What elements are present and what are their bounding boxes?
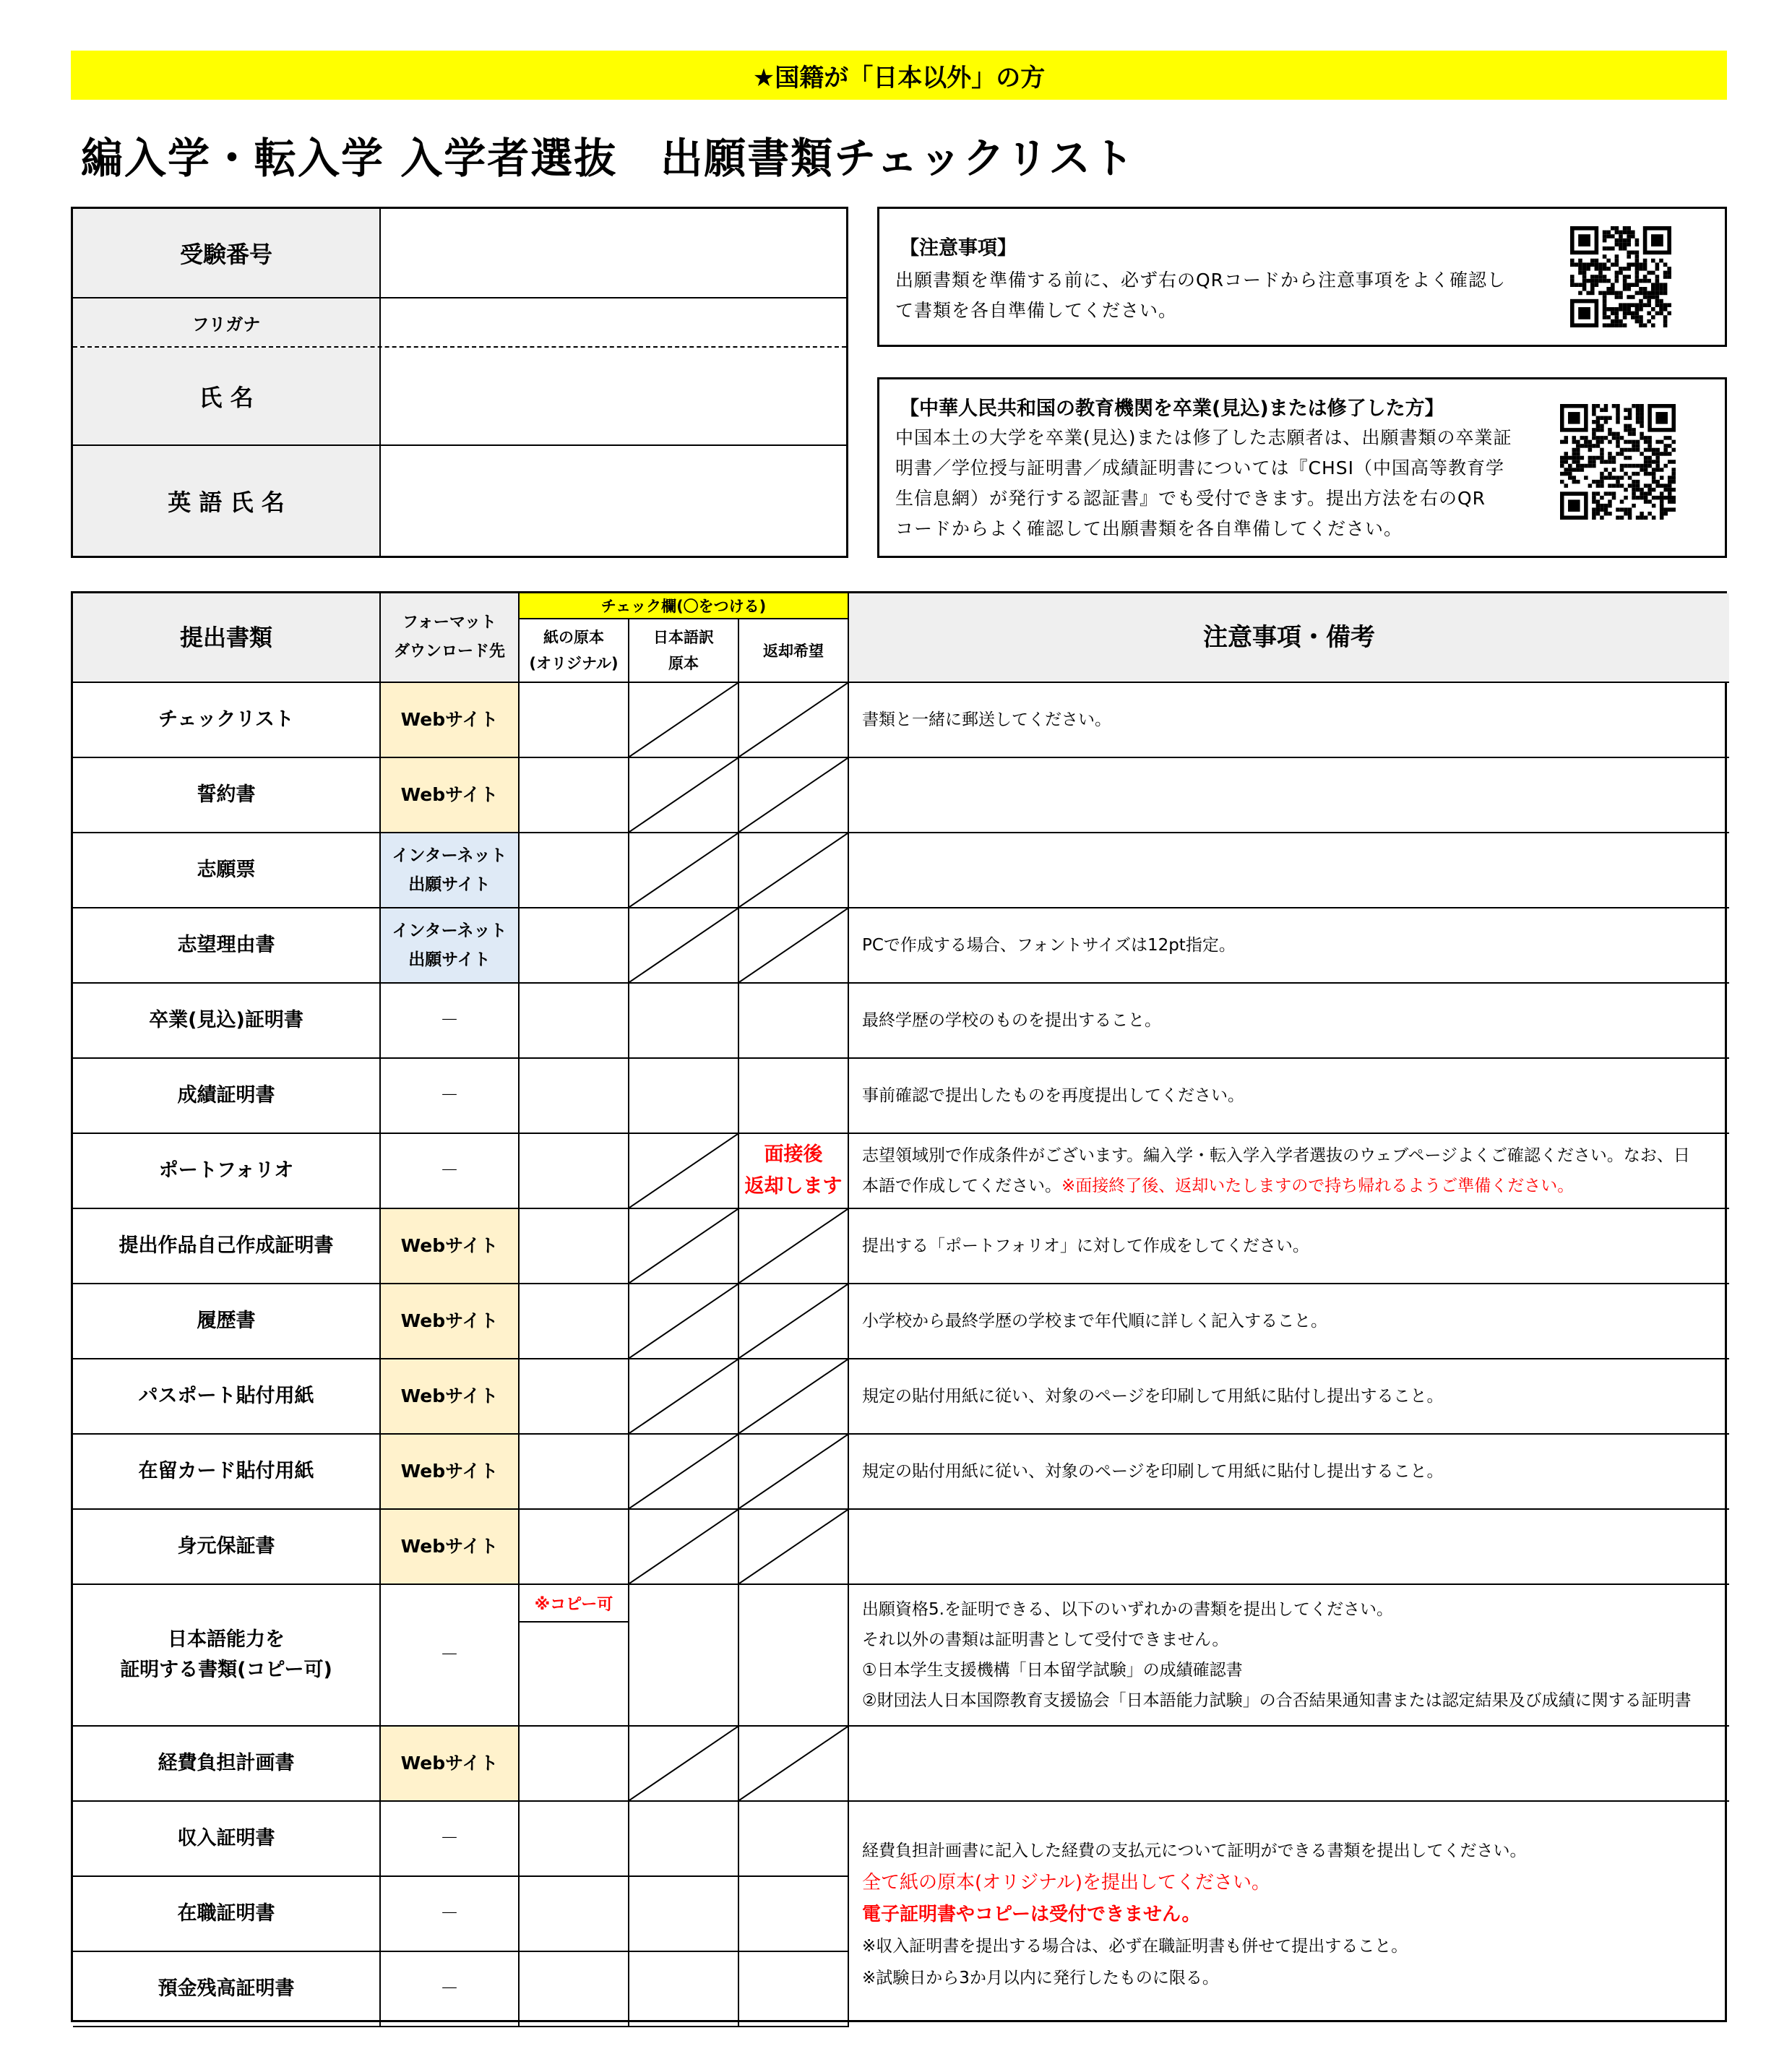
format-download[interactable]: インターネット 出願サイト bbox=[381, 833, 520, 908]
notice-title: 【注意事項】 bbox=[900, 237, 1017, 259]
check-jp-translation bbox=[629, 1435, 739, 1510]
format-download[interactable]: Webサイト bbox=[381, 1727, 520, 1802]
check-paper-original[interactable] bbox=[520, 833, 629, 908]
format-download: － bbox=[381, 1059, 520, 1134]
doc-name: 在留カード貼付用紙 bbox=[73, 1435, 381, 1510]
check-return[interactable] bbox=[739, 1585, 849, 1727]
doc-name: 提出作品自己作成証明書 bbox=[73, 1209, 381, 1284]
header-paper-original: 紙の原本 (オリジナル) bbox=[520, 619, 629, 683]
check-paper-original[interactable] bbox=[520, 1877, 629, 1952]
table-row bbox=[73, 1727, 1725, 1802]
finance-note-line: 経費負担計画書に記入した経費の支払元について証明ができる書類を提出してください。 bbox=[862, 1842, 1527, 1860]
check-paper-original[interactable] bbox=[520, 1134, 629, 1209]
table-row bbox=[73, 1059, 1725, 1134]
check-jp-translation bbox=[629, 908, 739, 984]
finance-note-warning: 全て紙の原本(オリジナル)を提出してください。 bbox=[862, 1872, 1270, 1894]
check-return[interactable] bbox=[739, 984, 849, 1059]
check-jp-translation[interactable] bbox=[629, 1877, 739, 1952]
furigana-field[interactable] bbox=[381, 298, 846, 346]
check-jp-translation[interactable] bbox=[629, 1802, 739, 1877]
check-jp-translation bbox=[629, 1510, 739, 1585]
check-return[interactable] bbox=[739, 1059, 849, 1134]
doc-name: 卒業(見込)証明書 bbox=[73, 984, 381, 1059]
format-download: － bbox=[381, 1952, 520, 2027]
doc-name: 収入証明書 bbox=[73, 1802, 381, 1877]
doc-name: 成績証明書 bbox=[73, 1059, 381, 1134]
check-jp-translation[interactable] bbox=[629, 1952, 739, 2027]
header-return: 返却希望 bbox=[739, 619, 849, 683]
check-paper-original[interactable] bbox=[520, 683, 629, 758]
doc-note: 規定の貼付用紙に従い、対象のページを印刷して用紙に貼付し提出すること。 bbox=[849, 1359, 1729, 1435]
check-return bbox=[739, 1209, 849, 1284]
header-check-title: チェック欄(〇をつける) bbox=[520, 593, 849, 619]
table-row bbox=[73, 758, 1725, 833]
header-format: フォーマット ダウンロード先 bbox=[381, 593, 520, 683]
audience-banner: ★国籍が「日本以外」の方 bbox=[71, 51, 1727, 100]
check-return bbox=[739, 1510, 849, 1585]
check-jp-translation bbox=[629, 1727, 739, 1802]
doc-name: 在職証明書 bbox=[73, 1877, 381, 1952]
check-paper-original[interactable] bbox=[520, 1952, 629, 2027]
qr-code-icon[interactable] bbox=[1570, 226, 1671, 327]
check-paper-original[interactable] bbox=[520, 1585, 629, 1727]
exam-number-label: 受験番号 bbox=[73, 209, 381, 297]
header-jp-translation: 日本語訳 原本 bbox=[629, 619, 739, 683]
doc-note: 規定の貼付用紙に従い、対象のページを印刷して用紙に貼付し提出すること。 bbox=[849, 1435, 1729, 1510]
format-download[interactable]: Webサイト bbox=[381, 1510, 520, 1585]
china-notice-body: 中国本土の大学を卒業(見込)または修了した志願者は、出願書類の卒業証 明書／学位授与証明書／成績証明書については『CHSI（中国高等教育学 生信息網）が発行する認証書』でも受付できます。提出方法を右のQR コードからよく確認して出願書類を各自準備してください。 bbox=[895, 427, 1512, 539]
finance-note-line: ※収入証明書を提出する場合は、必ず在職証明書も併せて提出すること。 bbox=[862, 1937, 1408, 1956]
doc-note: 志望領域別で作成条件がございます。編入学・転入学入学者選抜のウェブページよくご確認ください。なお、日 本語で作成してください。※面接終了後、返却いたしますので持ち帰れるようご準備ください。 bbox=[849, 1134, 1729, 1209]
check-jp-translation[interactable] bbox=[629, 984, 739, 1059]
table-row bbox=[73, 683, 1725, 758]
header-doc: 提出書類 bbox=[73, 593, 381, 683]
exam-number-field[interactable] bbox=[381, 209, 846, 297]
qr-code-icon[interactable] bbox=[1560, 404, 1676, 520]
format-download[interactable]: Webサイト bbox=[381, 1209, 520, 1284]
check-jp-translation[interactable] bbox=[629, 1059, 739, 1134]
english-name-field[interactable] bbox=[381, 446, 846, 556]
check-jp-translation bbox=[629, 1359, 739, 1435]
check-paper-original[interactable] bbox=[520, 1435, 629, 1510]
check-return[interactable] bbox=[739, 1802, 849, 1877]
table-row bbox=[73, 1209, 1725, 1284]
header-notes: 注意事項・備考 bbox=[849, 593, 1729, 683]
check-return bbox=[739, 908, 849, 984]
doc-note: 出願資格5.を証明できる、以下のいずれかの書類を提出してください。 それ以外の書類は証明書として受付できません。 ①日本学生支援機構「日本留学試験」の成績確認書 ②財団法人日本国際教育支援協会「日本語能力試験」の合否結果通知書または認定結果及び成績に関する証明書 bbox=[849, 1585, 1729, 1727]
english-name-label: 英 語 氏 名 bbox=[73, 446, 381, 556]
check-return[interactable] bbox=[739, 1877, 849, 1952]
applicant-info-box bbox=[71, 207, 848, 558]
check-jp-translation[interactable] bbox=[629, 1585, 739, 1727]
table-header bbox=[73, 593, 1725, 683]
table-row bbox=[73, 984, 1725, 1059]
finance-note bbox=[849, 1802, 1725, 2027]
name-label: 氏 名 bbox=[73, 348, 381, 444]
china-notice-box bbox=[877, 377, 1727, 558]
doc-note bbox=[849, 833, 1729, 908]
doc-name: パスポート貼付用紙 bbox=[73, 1359, 381, 1435]
check-return bbox=[739, 833, 849, 908]
format-download: － bbox=[381, 1802, 520, 1877]
check-return[interactable] bbox=[739, 1952, 849, 2027]
check-return bbox=[739, 758, 849, 833]
table-row bbox=[73, 833, 1725, 908]
copy-ok-label: ※コピー可 bbox=[520, 1585, 628, 1623]
format-download[interactable]: Webサイト bbox=[381, 1435, 520, 1510]
check-paper-original[interactable] bbox=[520, 908, 629, 984]
name-field[interactable] bbox=[381, 348, 846, 444]
format-download: － bbox=[381, 1877, 520, 1952]
check-jp-translation bbox=[629, 758, 739, 833]
check-paper-original[interactable] bbox=[520, 758, 629, 833]
furigana-label: フリガナ bbox=[73, 298, 381, 346]
check-return bbox=[739, 683, 849, 758]
doc-name: 日本語能力を 証明する書類(コピー可) bbox=[73, 1585, 381, 1727]
check-paper-original[interactable] bbox=[520, 1727, 629, 1802]
doc-note bbox=[849, 1510, 1729, 1585]
format-download[interactable]: Webサイト bbox=[381, 758, 520, 833]
check-return bbox=[739, 1727, 849, 1802]
doc-note: 最終学歴の学校のものを提出すること。 bbox=[849, 984, 1729, 1059]
doc-note: 提出する「ポートフォリオ」に対して作成をしてください。 bbox=[849, 1209, 1729, 1284]
finance-note-warning: 電子証明書やコピーは受付できません。 bbox=[862, 1904, 1201, 1925]
doc-note bbox=[849, 758, 1729, 833]
doc-name: 身元保証書 bbox=[73, 1510, 381, 1585]
check-paper-original[interactable] bbox=[520, 984, 629, 1059]
check-return bbox=[739, 1359, 849, 1435]
notice-body: 出願書類を準備する前に、必ず右のQRコードから注意事項をよく確認し て書類を各自準備してください。 bbox=[895, 270, 1507, 321]
check-jp-translation bbox=[629, 1284, 739, 1359]
doc-name: 誓約書 bbox=[73, 758, 381, 833]
doc-name: チェックリスト bbox=[73, 683, 381, 758]
table-row bbox=[73, 1510, 1725, 1585]
check-jp-translation bbox=[629, 1134, 739, 1209]
table-row bbox=[73, 1134, 1725, 1209]
china-notice-title: 【中華人民共和国の教育機関を卒業(見込)または修了した方】 bbox=[900, 398, 1444, 420]
check-paper-original[interactable] bbox=[520, 1359, 629, 1435]
check-paper-original[interactable] bbox=[520, 1802, 629, 1877]
doc-name: 志望理由書 bbox=[73, 908, 381, 984]
check-paper-original[interactable] bbox=[520, 1059, 629, 1134]
table-row bbox=[73, 1284, 1725, 1359]
doc-name: ポートフォリオ bbox=[73, 1134, 381, 1209]
doc-name: 経費負担計画書 bbox=[73, 1727, 381, 1802]
format-download[interactable]: インターネット 出願サイト bbox=[381, 908, 520, 984]
check-jp-translation bbox=[629, 1209, 739, 1284]
format-download[interactable]: Webサイト bbox=[381, 683, 520, 758]
notice-box bbox=[877, 207, 1727, 347]
check-return bbox=[739, 1284, 849, 1359]
table-row bbox=[73, 908, 1725, 984]
doc-name: 履歴書 bbox=[73, 1284, 381, 1359]
format-download: － bbox=[381, 1134, 520, 1209]
check-paper-original[interactable] bbox=[520, 1284, 629, 1359]
check-paper-original[interactable] bbox=[520, 1209, 629, 1284]
finance-note-line: ※試験日から3か月以内に発行したものに限る。 bbox=[862, 1969, 1219, 1988]
format-download: － bbox=[381, 984, 520, 1059]
table-row bbox=[73, 1359, 1725, 1435]
doc-note bbox=[849, 1727, 1729, 1802]
doc-note: 書類と一緒に郵送してください。 bbox=[849, 683, 1729, 758]
format-download: － bbox=[381, 1585, 520, 1727]
check-return[interactable]: 面接後 返却します bbox=[739, 1134, 849, 1209]
check-jp-translation bbox=[629, 683, 739, 758]
doc-note: 事前確認で提出したものを再度提出してください。 bbox=[849, 1059, 1729, 1134]
doc-name: 志願票 bbox=[73, 833, 381, 908]
check-return bbox=[739, 1435, 849, 1510]
doc-name: 預金残高証明書 bbox=[73, 1952, 381, 2027]
check-jp-translation bbox=[629, 833, 739, 908]
doc-note: 小学校から最終学歴の学校まで年代順に詳しく記入すること。 bbox=[849, 1284, 1729, 1359]
table-row bbox=[73, 1435, 1725, 1510]
format-download[interactable]: Webサイト bbox=[381, 1284, 520, 1359]
doc-note: PCで作成する場合、フォントサイズは12pt指定。 bbox=[849, 908, 1729, 984]
format-download[interactable]: Webサイト bbox=[381, 1359, 520, 1435]
page-title: 編入学・転入学 入学者選抜 出願書類チェックリスト bbox=[81, 134, 1136, 183]
check-paper-original[interactable] bbox=[520, 1510, 629, 1585]
document-checklist-table bbox=[71, 591, 1727, 2022]
table-row bbox=[73, 1585, 1725, 1727]
